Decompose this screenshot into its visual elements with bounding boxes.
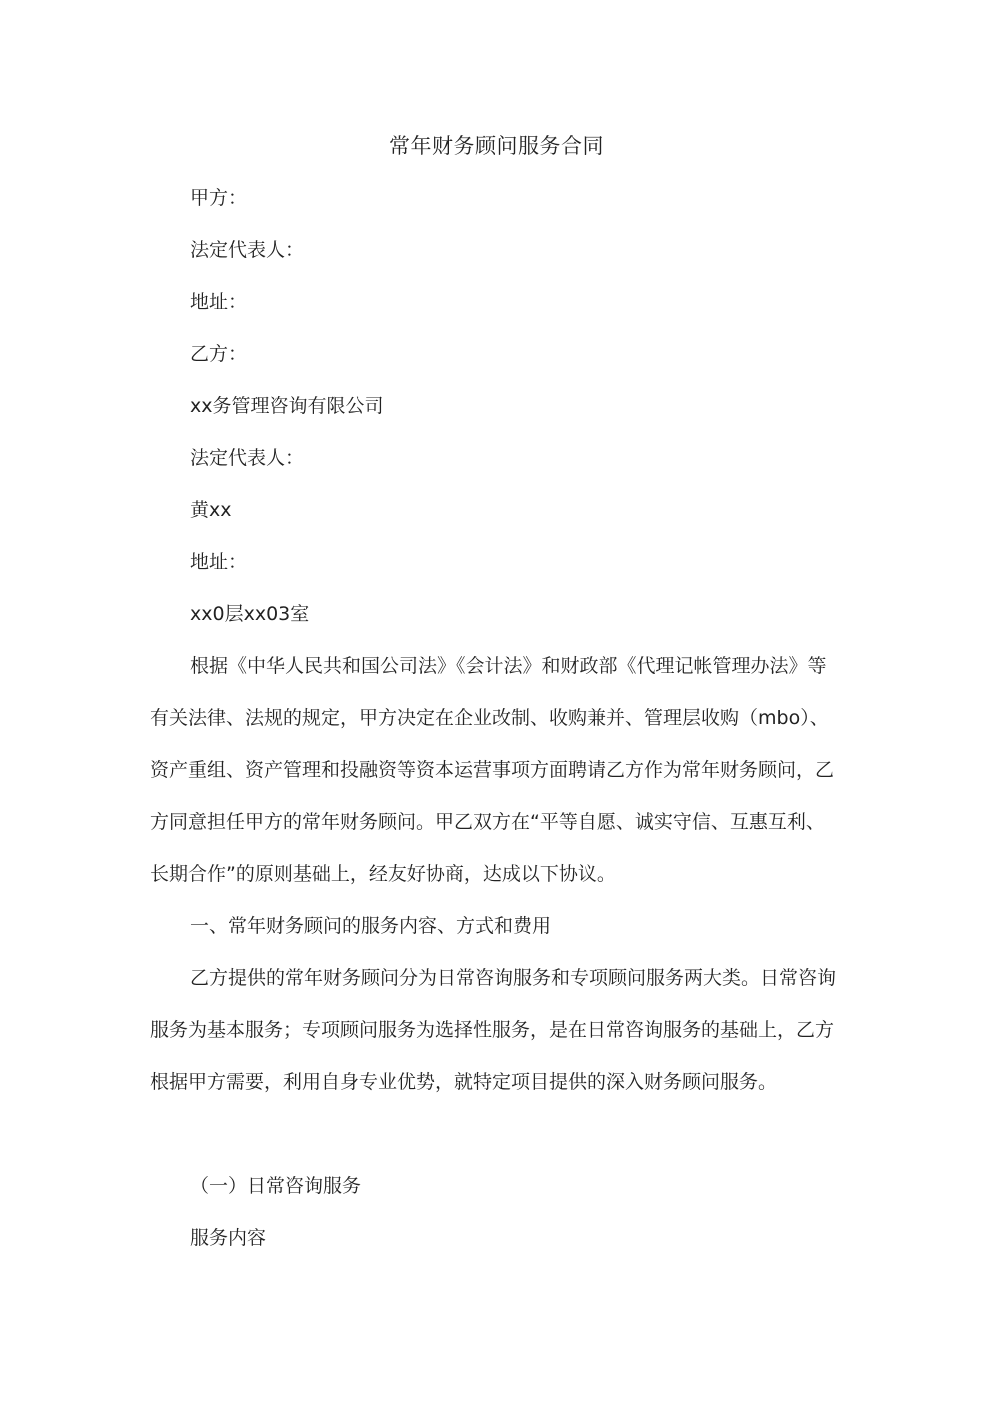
party-b-representative-label: 法定代表人： xyxy=(190,447,305,469)
party-b-label: 乙方： xyxy=(190,343,248,365)
subsection-1-heading: （一）日常咨询服务 xyxy=(190,1175,362,1197)
party-a-representative-label: 法定代表人： xyxy=(190,239,305,261)
document-title: 常年财务顾问服务合同 xyxy=(389,134,604,158)
party-a-label: 甲方： xyxy=(190,187,248,209)
party-b-company: xx务管理咨询有限公司 xyxy=(190,395,384,417)
service-content-label: 服务内容 xyxy=(190,1227,267,1249)
intro-paragraph: 根据《中华人民共和国公司法》《会计法》和财政部《代理记帐管理办法》等有关法律、法规的规定，甲方决定在企业改制、收购兼并、管理层收购（mbo）、资产重组、资产管理和投融资等资本运营事项方面聘请乙方作为常年财务顾问，乙方同意担任甲方的常年财务顾问。甲乙双方在“平等自愿、诚实守信、互惠互利、长期合作”的原则基础上，经友好协商，达成以下协议。 xyxy=(150,655,835,885)
section-1-heading: 一、常年财务顾问的服务内容、方式和费用 xyxy=(190,915,552,937)
party-b-representative-name: 黄xx xyxy=(190,499,232,521)
party-b-address-label: 地址： xyxy=(190,551,248,573)
party-b-address: xx0层xx03室 xyxy=(190,603,310,625)
party-a-address-label: 地址： xyxy=(190,291,248,313)
section-1-paragraph: 乙方提供的常年财务顾问分为日常咨询服务和专项顾问服务两大类。日常咨询服务为基本服务；专项顾问服务为选择性服务，是在日常咨询服务的基础上，乙方根据甲方需要，利用自身专业优势，就特定项目提供的深入财务顾问服务。 xyxy=(150,967,837,1093)
